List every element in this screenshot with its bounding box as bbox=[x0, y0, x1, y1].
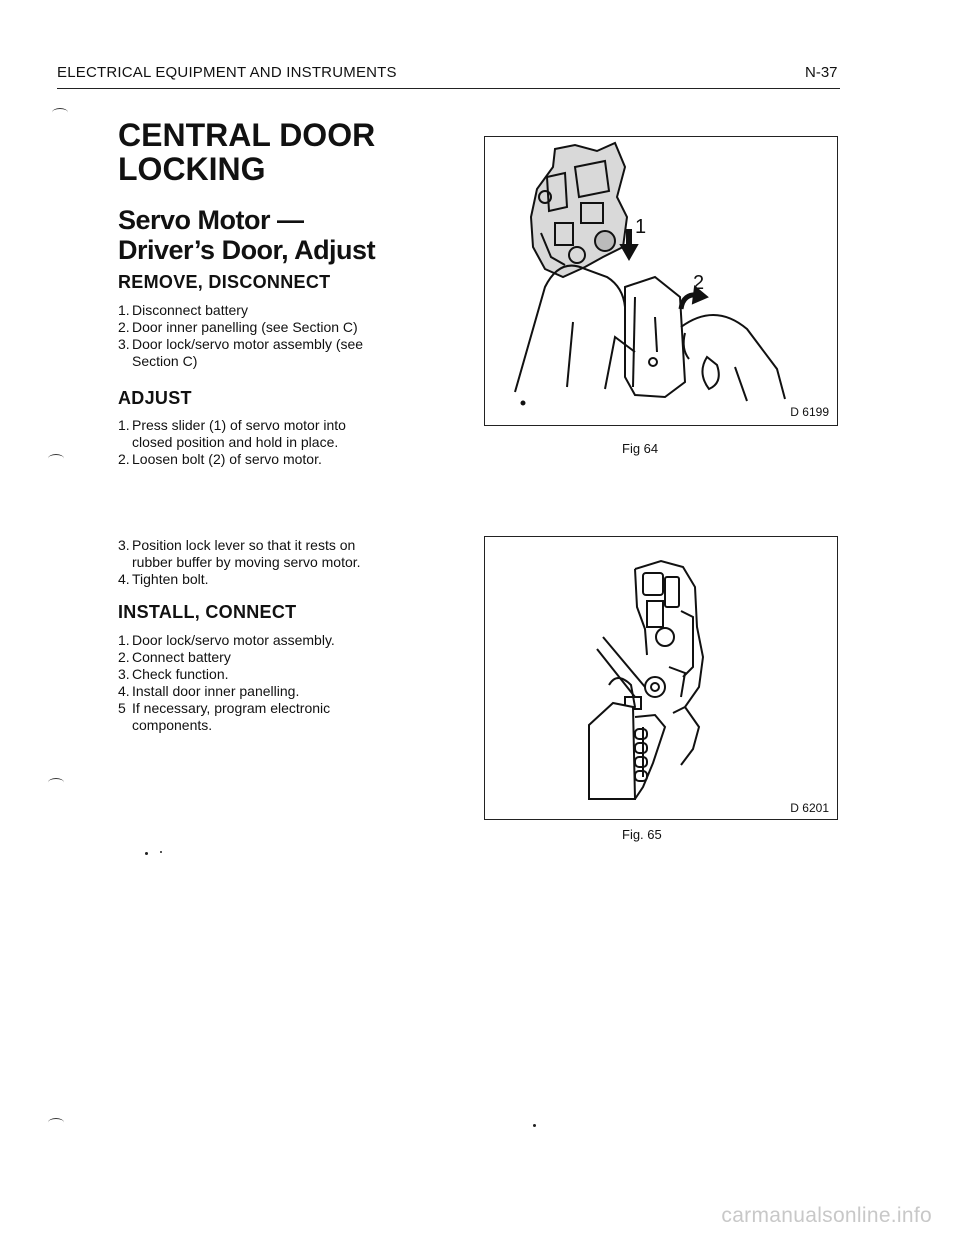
procedure-title bbox=[118, 205, 438, 265]
figure-code: D 6201 bbox=[790, 801, 829, 815]
list-item: 3. Position lock lever so that it rests on rubber buffer by moving servo motor. bbox=[118, 537, 361, 570]
list-item: 1. Disconnect battery bbox=[118, 302, 248, 318]
figure-caption: Fig 64 bbox=[622, 441, 659, 456]
figure-code: D 6199 bbox=[790, 405, 829, 419]
list-item: 1. Door lock/servo motor assembly. bbox=[118, 632, 335, 648]
door-lock-servo-illustration bbox=[485, 137, 837, 425]
page-number: N-37 bbox=[805, 64, 838, 81]
margin-mark bbox=[48, 778, 64, 787]
callout-2: 2 bbox=[693, 272, 705, 294]
scan-dot bbox=[145, 852, 148, 855]
scan-dot bbox=[160, 851, 162, 853]
list-item: 3. Door lock/servo motor assembly (see Section C) bbox=[118, 336, 364, 369]
callout-1: 1 bbox=[635, 216, 647, 238]
remove-disconnect-heading: REMOVE, DISCONNECT bbox=[118, 272, 331, 292]
list-item: 4. Install door inner panelling. bbox=[118, 683, 300, 699]
install-connect-list bbox=[118, 632, 388, 734]
remove-disconnect-list bbox=[118, 302, 388, 370]
header-rule bbox=[57, 88, 840, 89]
adjust-list-part2 bbox=[118, 537, 398, 588]
margin-mark bbox=[48, 1118, 64, 1127]
adjust-heading: ADJUST bbox=[118, 388, 192, 408]
margin-mark bbox=[52, 108, 68, 117]
procedure-title-line1: Servo Motor — bbox=[118, 205, 304, 235]
main-title-line2: LOCKING bbox=[118, 151, 266, 187]
list-item: 4. Tighten bolt. bbox=[118, 571, 209, 587]
install-connect-heading: INSTALL, CONNECT bbox=[118, 602, 297, 622]
list-item: 2. Connect battery bbox=[118, 649, 231, 665]
margin-mark bbox=[48, 454, 64, 463]
figure-caption: Fig. 65 bbox=[622, 827, 662, 842]
list-item: 1. Press slider (1) of servo motor into closed position and hold in place. bbox=[118, 417, 346, 450]
list-item: 5 If necessary, program electronic components. bbox=[118, 700, 331, 733]
door-lock-assembly-illustration bbox=[485, 537, 837, 819]
figure-64 bbox=[484, 136, 838, 426]
figure-65 bbox=[484, 536, 838, 820]
scan-dot bbox=[533, 1124, 536, 1127]
list-item: 2. Door inner panelling (see Section C) bbox=[118, 319, 358, 335]
procedure-title-line2: Driver’s Door, Adjust bbox=[118, 235, 376, 265]
list-item: 3. Check function. bbox=[118, 666, 229, 682]
main-title bbox=[118, 118, 438, 186]
watermark: carmanualsonline.info bbox=[721, 1204, 932, 1227]
list-item: 2. Loosen bolt (2) of servo motor. bbox=[118, 451, 322, 467]
main-title-line1: CENTRAL DOOR bbox=[118, 117, 376, 153]
running-header-title: ELECTRICAL EQUIPMENT AND INSTRUMENTS bbox=[57, 64, 397, 81]
adjust-list-part1 bbox=[118, 417, 386, 468]
